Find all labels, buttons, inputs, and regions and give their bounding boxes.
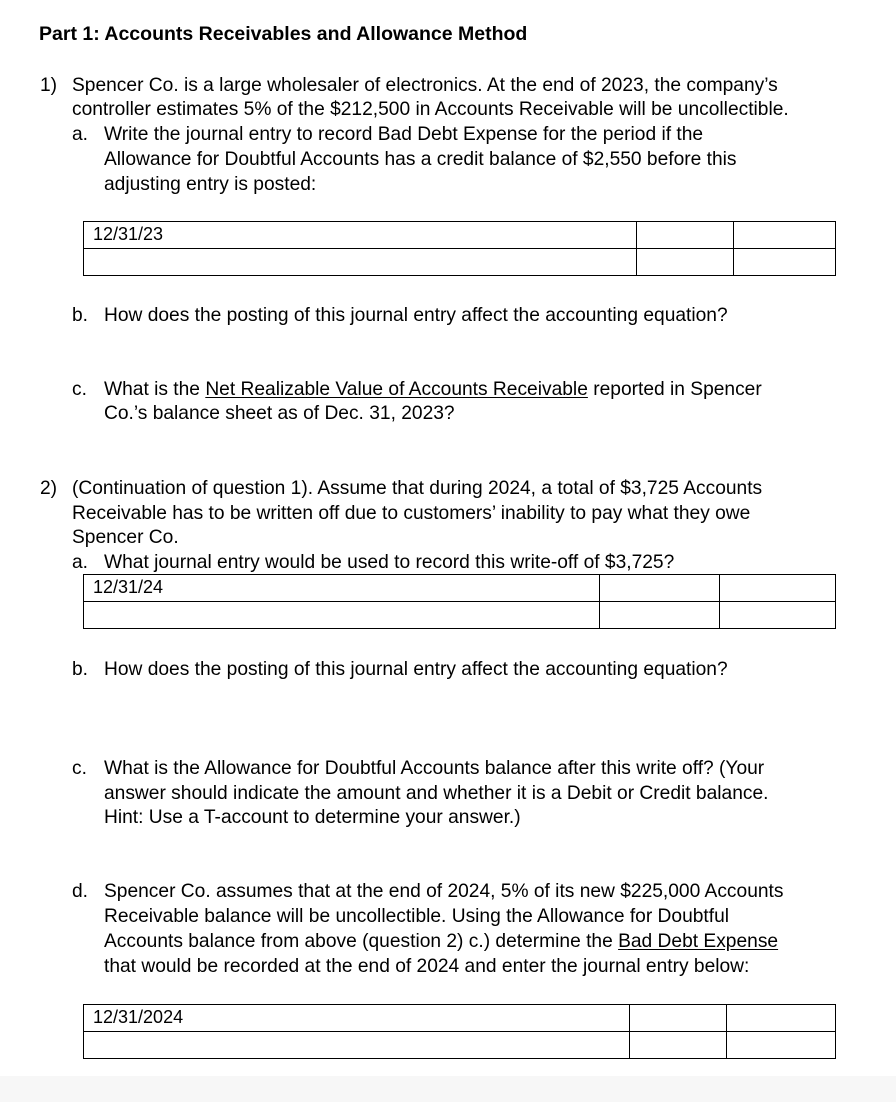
sub-question-text: What journal entry would be used to record this write-off of $3,725? xyxy=(104,552,675,573)
table-row xyxy=(84,249,836,276)
text-segment: Accounts balance from above (question 2) c.) determine the xyxy=(104,931,619,952)
journal-date-cell[interactable]: 12/31/24 xyxy=(84,575,600,602)
debit-cell[interactable] xyxy=(637,249,734,276)
credit-cell[interactable] xyxy=(727,1032,836,1059)
debit-cell[interactable] xyxy=(637,222,734,249)
debit-cell[interactable] xyxy=(600,602,720,629)
table-row xyxy=(84,1032,836,1059)
journal-date-cell[interactable]: 12/31/23 xyxy=(84,222,637,249)
sub-question-letter: b. xyxy=(72,659,89,680)
sub-question-text: How does the posting of this journal entry affect the accounting equation? xyxy=(104,659,728,680)
table-row xyxy=(84,575,836,602)
sub-question-text: Write the journal entry to record Bad Debt Expense for the period if the xyxy=(104,124,704,145)
account-cell[interactable] xyxy=(84,1032,630,1059)
sub-question-text: answer should indicate the amount and whether it is a Debit or Credit balance. xyxy=(104,783,769,804)
sub-question-text: What is the Allowance for Doubtful Accounts balance after this write off? (Your xyxy=(104,758,765,779)
journal-entry-table xyxy=(83,221,836,276)
sub-question-text xyxy=(104,931,778,953)
part-title: Part 1: Accounts Receivables and Allowance Method xyxy=(39,23,528,45)
question-text: Spencer Co. xyxy=(72,527,179,548)
text-segment: reported in Spencer xyxy=(587,379,762,400)
sub-question-text: Receivable balance will be uncollectible. Using the Allowance for Doubtful xyxy=(104,906,730,927)
account-cell[interactable] xyxy=(84,602,600,629)
sub-question-text: that would be recorded at the end of 2024 and enter the journal entry below: xyxy=(104,956,750,977)
sub-question-letter: d. xyxy=(72,881,89,902)
debit-cell[interactable] xyxy=(600,575,720,602)
table-row xyxy=(84,602,836,629)
question-text: Spencer Co. is a large wholesaler of electronics. At the end of 2023, the company’s xyxy=(72,75,778,96)
underlined-term: Bad Debt Expense xyxy=(618,931,779,952)
table-row xyxy=(84,222,836,249)
sub-question-text: Hint: Use a T-account to determine your answer.) xyxy=(104,807,521,828)
sub-question-text: Co.’s balance sheet as of Dec. 31, 2023? xyxy=(104,403,455,424)
credit-cell[interactable] xyxy=(720,602,836,629)
table-row xyxy=(84,1005,836,1032)
sub-question-text: How does the posting of this journal entry affect the accounting equation? xyxy=(104,305,728,326)
journal-entry-table xyxy=(83,574,836,629)
debit-cell[interactable] xyxy=(630,1005,727,1032)
question-text: (Continuation of question 1). Assume that during 2024, a total of $3,725 Accounts xyxy=(72,478,763,499)
credit-cell[interactable] xyxy=(727,1005,836,1032)
account-cell[interactable] xyxy=(84,249,637,276)
sub-question-letter: a. xyxy=(72,124,89,145)
sub-question-letter: a. xyxy=(72,552,89,573)
sub-question-text: adjusting entry is posted: xyxy=(104,174,317,195)
text-segment: What is the xyxy=(104,379,206,400)
debit-cell[interactable] xyxy=(630,1032,727,1059)
page-footer-band xyxy=(0,1076,896,1102)
credit-cell[interactable] xyxy=(720,575,836,602)
sub-question-text: Spencer Co. assumes that at the end of 2024, 5% of its new $225,000 Accounts xyxy=(104,881,784,902)
credit-cell[interactable] xyxy=(734,249,836,276)
sub-question-letter: b. xyxy=(72,305,89,326)
credit-cell[interactable] xyxy=(734,222,836,249)
underlined-term: Net Realizable Value of Accounts Receivable xyxy=(205,379,588,400)
sub-question-text xyxy=(104,379,762,401)
sub-question-text: Allowance for Doubtful Accounts has a credit balance of $2,550 before this xyxy=(104,149,737,170)
question-number: 2) xyxy=(40,478,58,499)
question-text: controller estimates 5% of the $212,500 in Accounts Receivable will be uncollectible. xyxy=(72,99,789,120)
sub-question-letter: c. xyxy=(72,379,87,400)
sub-question-letter: c. xyxy=(72,758,87,779)
journal-entry-table xyxy=(83,1004,836,1059)
question-number: 1) xyxy=(40,75,58,96)
journal-date-cell[interactable]: 12/31/2024 xyxy=(84,1005,630,1032)
question-text: Receivable has to be written off due to customers’ inability to pay what they owe xyxy=(72,503,751,524)
